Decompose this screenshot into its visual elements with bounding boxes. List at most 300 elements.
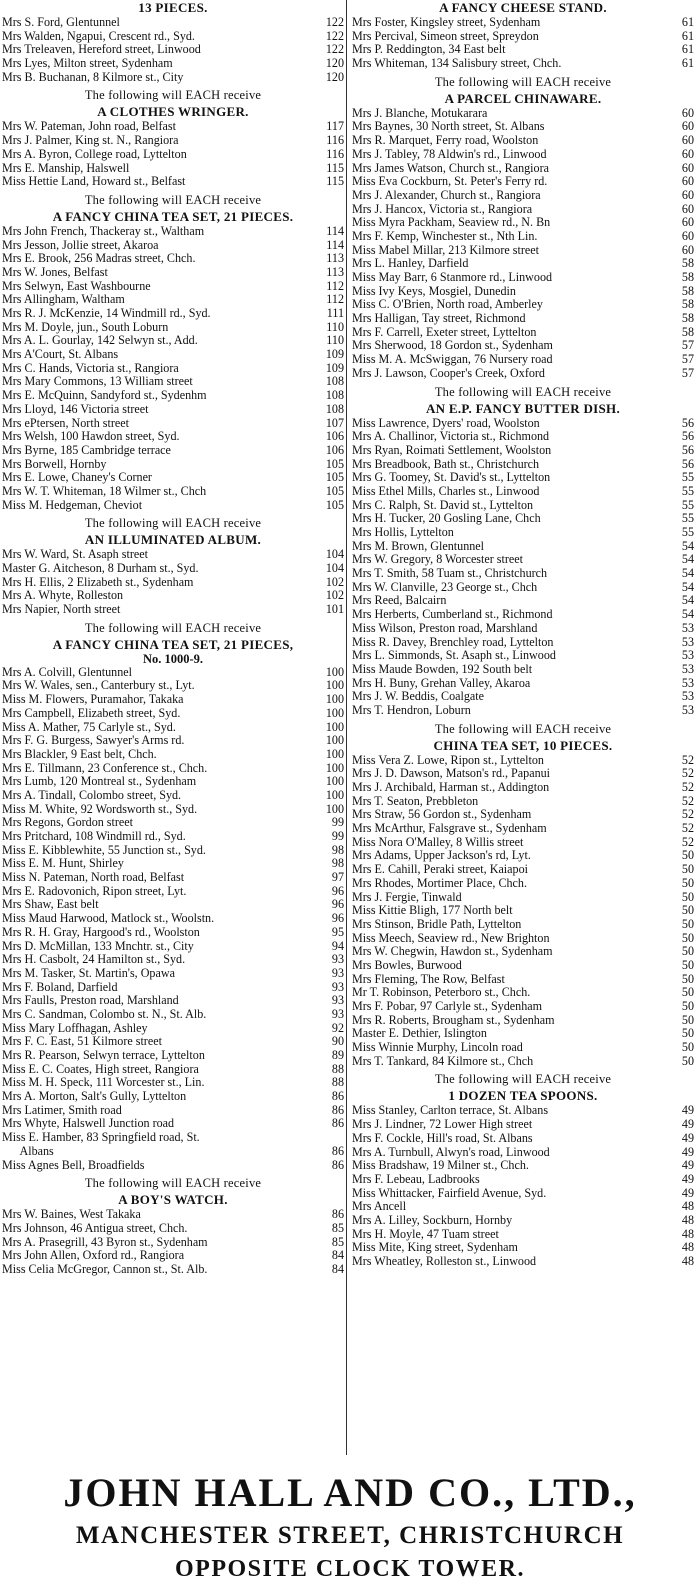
score-value: 96 <box>331 912 344 926</box>
score-value: 54 <box>681 567 694 581</box>
score-value: 50 <box>681 931 694 945</box>
prize-winner-row <box>352 175 694 189</box>
score-value: 58 <box>681 257 694 271</box>
score-value: 116 <box>326 134 344 148</box>
score-value: 90 <box>331 1035 344 1049</box>
left-column <box>2 0 344 1277</box>
prize-winner-row <box>2 707 344 721</box>
winner-name: Mrs R. Roberts, Brougham st., Sydenham <box>352 1013 555 1027</box>
winner-name: Mrs H. Ellis, 2 Elizabeth st., Sydenham <box>2 575 194 589</box>
score-value: 99 <box>331 830 344 843</box>
score-value: 104 <box>325 548 344 562</box>
score-value: 100 <box>325 775 344 789</box>
prize-winner-row <box>352 932 694 946</box>
score-value: 52 <box>681 753 694 767</box>
winner-name: Mrs B. Buchanan, 8 Kilmore st., City <box>2 70 184 84</box>
winner-name: Mrs J. Hancox, Victoria st., Rangiora <box>352 202 533 216</box>
prize-winner-row <box>352 458 694 472</box>
winner-name: Miss Eva Cockburn, St. Peter's Ferry rd. <box>352 175 548 189</box>
prize-heading: A FANCY CHINA TEA SET, 21 PIECES. <box>52 208 294 224</box>
prize-winner-row <box>2 148 344 162</box>
winner-name: Mrs H. Buny, Grehan Valley, Akaroa <box>352 676 531 690</box>
winner-name: Mrs J. Blanche, Motukarara <box>352 106 488 120</box>
prize-heading: 13 PIECES. <box>138 0 208 15</box>
score-value: 60 <box>681 243 694 257</box>
score-value: 49 <box>681 1118 694 1132</box>
score-value: 53 <box>681 649 694 663</box>
winner-name: Mrs W. Ward, St. Asaph street <box>2 548 148 562</box>
score-value: 110 <box>326 334 344 348</box>
winner-name: Mrs W. T. Whiteman, 18 Wilmer st., Chch <box>2 484 207 498</box>
winner-name: Mrs L. Simmonds, St. Asaph st., Linwood <box>352 649 556 663</box>
score-value: 122 <box>325 16 344 29</box>
winner-name: Miss N. Pateman, North road, Belfast <box>2 871 185 885</box>
winner-name: Mrs A. Colvill, Glentunnel <box>2 665 133 679</box>
prize-winner-row <box>352 663 694 677</box>
score-value: 48 <box>681 1200 694 1214</box>
winner-name: Mrs F. C. East, 51 Kilmore street <box>2 1035 162 1049</box>
prize-winner-row <box>352 1214 694 1228</box>
prize-winner-row <box>2 1035 344 1049</box>
prize-winner-row <box>352 1255 694 1269</box>
score-value: 86 <box>331 1208 344 1222</box>
winner-name: Mrs Byrne, 185 Cambridge terrace <box>2 443 171 457</box>
prize-winner-row <box>2 940 344 954</box>
prize-winner-row <box>2 775 344 789</box>
winner-name: Mrs E. Brook, 256 Madras street, Chch. <box>2 252 196 266</box>
winner-name: Mrs J. Lawson, Cooper's Creek, Oxford <box>352 366 545 380</box>
winner-name: Mrs S. Ford, Glentunnel <box>2 16 120 29</box>
score-value: 93 <box>331 994 344 1008</box>
score-value: 93 <box>331 980 344 994</box>
winner-name: Mrs Borwell, Hornby <box>2 457 107 471</box>
winner-name: Mrs James Watson, Church st., Rangiora <box>352 161 549 175</box>
winner-name: Mrs J. Lindner, 72 Lower High street <box>352 1118 533 1132</box>
prize-winner-row <box>352 271 694 285</box>
prize-heading: CHINA TEA SET, 10 PIECES. <box>433 737 613 753</box>
prize-winner-row <box>352 567 694 581</box>
winner-name: Mrs Wheatley, Rolleston st., Linwood <box>352 1255 537 1268</box>
prize-winner-row <box>352 285 694 299</box>
receive-notice: The following will EACH receive <box>434 74 612 89</box>
score-value: 48 <box>681 1227 694 1241</box>
prize-winner-row <box>352 339 694 353</box>
prize-winner-row <box>2 252 344 266</box>
winner-name: Mrs J. Archibald, Harman st., Addington <box>352 781 550 794</box>
score-value: 50 <box>681 1000 694 1013</box>
score-value: 112 <box>326 293 344 307</box>
score-value: 96 <box>331 898 344 912</box>
prize-winner-row <box>2 1117 344 1131</box>
winner-name: Mrs A. Lilley, Sockburn, Hornby <box>352 1213 513 1227</box>
score-value: 93 <box>331 966 344 980</box>
prize-winner-row <box>2 734 344 748</box>
winner-name: Miss M. A. McSwiggan, 76 Nursery road <box>352 353 553 367</box>
score-value: 53 <box>681 690 694 704</box>
winner-name: Mrs Whiteman, 134 Salisbury street, Chch. <box>352 57 562 71</box>
prize-winner-row <box>352 430 694 444</box>
prize-winner-row <box>2 953 344 967</box>
prize-winner-row <box>2 857 344 871</box>
winner-name: Miss Mabel Millar, 213 Kilmore street <box>352 243 539 257</box>
score-value: 50 <box>681 1013 694 1027</box>
prize-winner-row <box>352 1228 694 1242</box>
score-value: 52 <box>681 822 694 836</box>
prize-winner-row <box>2 293 344 307</box>
prize-winner-row <box>2 1049 344 1063</box>
prize-winner-row <box>352 1041 694 1055</box>
prize-winner-row <box>2 844 344 858</box>
winner-name: Mrs Johnson, 46 Antigua street, Chch. <box>2 1221 188 1235</box>
winner-name: Miss Hettie Land, Howard st., Belfast <box>2 175 186 189</box>
prize-winner-row <box>2 375 344 389</box>
score-value: 53 <box>681 662 694 676</box>
score-value: 58 <box>681 271 694 284</box>
score-value: 105 <box>325 484 344 498</box>
winner-name: Mrs Selwyn, East Washbourne <box>2 279 151 293</box>
score-value: 108 <box>325 375 344 389</box>
prize-winner-row <box>2 1249 344 1263</box>
winner-name: Miss Mite, King street, Sydenham <box>352 1241 518 1255</box>
prize-winner-row <box>352 945 694 959</box>
winner-name: Miss E. M. Hunt, Shirley <box>2 857 124 871</box>
score-value: 100 <box>325 720 344 734</box>
winner-name: Mrs E. Radovonich, Ripon street, Lyt. <box>2 884 187 898</box>
winner-name: Mrs F. Carrell, Exeter street, Lyttelton <box>352 325 537 339</box>
winner-name: Mrs Halligan, Tay street, Richmond <box>352 312 526 326</box>
winner-name: Miss May Barr, 6 Stanmore rd., Linwood <box>352 271 553 284</box>
winner-name: Miss Vera Z. Lowe, Ripon st., Lyttelton <box>352 753 544 767</box>
winner-name: Mrs F. Lebeau, Ladbrooks <box>352 1172 480 1186</box>
score-value: 55 <box>681 512 694 526</box>
prize-winner-row <box>2 334 344 348</box>
prize-winner-row <box>352 512 694 526</box>
prize-winner-row <box>352 836 694 850</box>
winner-name: Miss E. Kibblewhite, 55 Junction st., Syd. <box>2 843 206 857</box>
prize-heading: AN ILLUMINATED ALBUM. <box>84 532 262 548</box>
prize-winner-row <box>352 918 694 932</box>
prize-winner-row <box>352 312 694 326</box>
prize-winner-row <box>2 471 344 485</box>
winner-name: Mrs John French, Thackeray st., Waltham <box>2 224 205 238</box>
winner-name: Mrs Lyes, Milton street, Sydenham <box>2 57 173 71</box>
score-value: 50 <box>681 917 694 931</box>
score-value: 120 <box>325 70 344 84</box>
winner-name: Mrs D. McMillan, 133 Mnchtr. st., City <box>2 939 194 953</box>
prize-winner-row <box>2 693 344 707</box>
score-value: 86 <box>331 1103 344 1117</box>
prize-winner-row <box>352 134 694 148</box>
score-value: 117 <box>326 120 344 134</box>
score-value: 50 <box>681 863 694 877</box>
winner-name: Mrs Welsh, 100 Hawdon street, Syd. <box>2 430 180 444</box>
score-value: 107 <box>325 416 344 430</box>
winner-name: Mrs T. Tankard, 84 Kilmore st., Chch <box>352 1054 534 1068</box>
score-value: 60 <box>681 147 694 161</box>
winner-name: Miss Kittie Bligh, 177 North belt <box>352 904 513 918</box>
score-value: 100 <box>325 761 344 775</box>
score-value: 100 <box>325 706 344 720</box>
prize-winner-row <box>2 280 344 294</box>
score-value: 89 <box>331 1049 344 1062</box>
winner-name: Mrs Shaw, East belt <box>2 898 99 912</box>
prize-winner-row <box>352 1187 694 1201</box>
score-value: 108 <box>325 402 344 416</box>
winner-name: Miss Winnie Murphy, Lincoln road <box>352 1041 523 1055</box>
score-value: 52 <box>681 794 694 808</box>
score-value: 98 <box>331 857 344 871</box>
winner-name: Mr T. Robinson, Peterboro st., Chch. <box>352 986 531 1000</box>
prize-winner-row <box>2 348 344 362</box>
receive-notice: The following will EACH receive <box>434 1072 612 1087</box>
prize-winner-row <box>352 257 694 271</box>
score-value: 49 <box>681 1186 694 1200</box>
score-value: 100 <box>325 734 344 748</box>
prize-winner-row <box>352 973 694 987</box>
score-value: 60 <box>681 161 694 175</box>
score-value: 102 <box>325 575 344 589</box>
prize-winner-row <box>352 1000 694 1014</box>
score-value: 48 <box>681 1241 694 1255</box>
prize-winner-row <box>352 581 694 595</box>
winner-name: Miss Wilson, Preston road, Marshland <box>352 621 538 635</box>
winner-name: Mrs Bowles, Burwood <box>352 958 462 972</box>
winner-name: Mrs Walden, Ngapui, Crescent rd., Syd. <box>2 29 195 43</box>
prize-winner-row <box>352 471 694 485</box>
prize-winner-row <box>2 1159 344 1173</box>
prize-winner-row <box>2 762 344 776</box>
receive-notice: The following will EACH receive <box>84 620 262 635</box>
score-value: 115 <box>326 161 344 175</box>
score-value: 93 <box>331 1007 344 1021</box>
score-value: 49 <box>681 1145 694 1159</box>
score-value: 50 <box>681 986 694 1000</box>
score-value: 96 <box>331 884 344 898</box>
prize-winner-row <box>352 877 694 891</box>
prize-winner-row <box>352 203 694 217</box>
winner-name: Mrs W. Jones, Belfast <box>2 265 108 279</box>
score-value: 50 <box>681 945 694 959</box>
winner-name: Mrs ePtersen, North street <box>2 416 129 430</box>
prize-heading: A FANCY CHINA TEA SET, 21 PIECES, <box>52 636 294 652</box>
score-value: 50 <box>681 972 694 986</box>
prize-winner-row <box>2 679 344 693</box>
winner-name: Mrs Herberts, Cumberland st., Richmond <box>352 608 553 622</box>
score-value: 88 <box>331 1076 344 1090</box>
prize-heading: AN E.P. FANCY BUTTER DISH. <box>425 400 621 416</box>
score-value: 60 <box>681 106 694 120</box>
score-value: 56 <box>681 430 694 444</box>
winner-name: Mrs Napier, North street <box>2 603 121 617</box>
winner-name: Mrs A. L. Gourlay, 142 Selwyn st., Add. <box>2 334 198 348</box>
prize-winner-row <box>2 43 344 57</box>
score-value: 49 <box>681 1172 694 1186</box>
winner-name: Mrs Treleaven, Hereford street, Linwood <box>2 43 201 57</box>
prize-winner-row <box>2 266 344 280</box>
prize-winner-row <box>2 444 344 458</box>
prize-winner-row <box>2 803 344 817</box>
winner-name: Mrs A. Tindall, Colombo street, Syd. <box>2 788 182 802</box>
prize-heading: 1 DOZEN TEA SPOONS. <box>448 1088 598 1104</box>
winner-name: Mrs A. Prasegrill, 43 Byron st., Sydenham <box>2 1235 208 1249</box>
score-value: 99 <box>331 816 344 830</box>
score-value: 50 <box>681 890 694 904</box>
prize-winner-row <box>2 362 344 376</box>
winner-name: Mrs A. Morton, Salt's Gully, Lyttelton <box>2 1090 187 1104</box>
prize-winner-row <box>2 162 344 176</box>
score-value: 56 <box>681 416 694 430</box>
score-value: 100 <box>325 693 344 707</box>
prize-winner-row <box>352 367 694 381</box>
score-value: 60 <box>681 188 694 202</box>
score-value: 60 <box>681 134 694 148</box>
prize-winner-row <box>2 389 344 403</box>
winner-name: Mrs Lumb, 120 Montreal st., Sydenham <box>2 775 197 789</box>
winner-name: Mrs Whyte, Halswell Junction road <box>2 1117 175 1131</box>
score-value: 50 <box>681 1041 694 1055</box>
prize-winner-row <box>352 1104 694 1118</box>
winner-name: Mrs L. Hanley, Darfield <box>352 257 469 271</box>
winner-name: Mrs J. Palmer, King st. N., Rangiora <box>2 134 179 148</box>
prize-winner-row <box>2 1008 344 1022</box>
winner-name: Mrs F. Cockle, Hill's road, St. Albans <box>352 1131 533 1145</box>
prize-winner-row <box>352 540 694 554</box>
receive-notice: The following will EACH receive <box>84 1176 262 1191</box>
winner-name: Mrs W. Wales, sen., Canterbury st., Lyt. <box>2 679 195 693</box>
prize-winner-row <box>2 321 344 335</box>
winner-name: Mrs Blackler, 9 East belt, Chch. <box>2 747 157 761</box>
score-value: 102 <box>325 589 344 603</box>
score-value: 85 <box>331 1235 344 1249</box>
winner-name: Miss Maude Bowden, 192 South belt <box>352 662 533 676</box>
winner-name: Mrs P. Reddington, 34 East belt <box>352 43 506 57</box>
score-value: 60 <box>681 175 694 189</box>
advertiser-address: MANCHESTER STREET, CHRISTCHURCH <box>75 1522 625 1549</box>
score-value: 57 <box>681 353 694 367</box>
prize-winner-row <box>352 485 694 499</box>
prize-winner-row <box>352 781 694 795</box>
winner-name: Mrs Stinson, Bridle Path, Lyttelton <box>352 917 522 931</box>
prize-winner-row <box>352 1027 694 1041</box>
prize-winner-row <box>2 789 344 803</box>
score-value: 100 <box>325 788 344 802</box>
prize-winner-row <box>2 748 344 762</box>
winner-name: Mrs Fleming, The Row, Belfast <box>352 972 505 986</box>
prize-winner-row <box>352 1159 694 1173</box>
prize-winner-row <box>2 721 344 735</box>
prize-winner-row <box>2 548 344 562</box>
winner-name: Mrs A. Turnbull, Alwyn's road, Linwood <box>352 1145 550 1159</box>
score-value: 50 <box>681 958 694 972</box>
prize-winner-row <box>352 649 694 663</box>
score-value: 116 <box>326 147 344 161</box>
prize-winner-row <box>2 417 344 431</box>
winner-name: Miss M. H. Speck, 111 Worcester st., Lin. <box>2 1076 205 1090</box>
prize-winner-row <box>352 162 694 176</box>
winner-name: Mrs Baynes, 30 North street, St. Albans <box>352 120 545 134</box>
winner-name: Miss Lawrence, Dyers' road, Woolston <box>352 416 540 430</box>
winner-name: Mrs E. Manship, Halswell <box>2 161 130 175</box>
score-value: 54 <box>681 553 694 567</box>
winner-name: Miss Meech, Seaview rd., New Brighton <box>352 931 550 945</box>
prize-winner-row <box>2 1131 344 1145</box>
receive-notice: The following will EACH receive <box>84 192 262 207</box>
winner-name: Mrs J. Alexander, Church st., Rangiora <box>352 188 541 202</box>
prize-winner-row <box>2 603 344 617</box>
prize-winner-row <box>352 1118 694 1132</box>
prize-winner-row <box>2 120 344 134</box>
prize-winner-row <box>2 830 344 844</box>
prize-winner-row <box>2 175 344 189</box>
score-value: 86 <box>331 1090 344 1104</box>
winner-name: Mrs F. Kemp, Winchester st., Nth Lin. <box>352 229 538 243</box>
prize-winner-row <box>2 239 344 253</box>
score-value: 50 <box>681 904 694 918</box>
winner-name: Mrs G. Toomey, St. David's st., Lyttelton <box>352 471 551 485</box>
winner-name: Mrs F. Pobar, 97 Carlyle st., Sydenham <box>352 1000 543 1013</box>
winner-name: Mrs E. Lowe, Chaney's Corner <box>2 471 152 485</box>
score-value: 114 <box>326 238 344 252</box>
prize-winner-row <box>352 608 694 622</box>
score-value: 55 <box>681 484 694 498</box>
score-value: 122 <box>325 29 344 43</box>
score-value: 100 <box>325 747 344 761</box>
score-value: 56 <box>681 457 694 471</box>
prize-subheading: No. 1000-9. <box>142 651 204 666</box>
winner-name: Mrs A'Court, St. Albans <box>2 348 119 362</box>
prize-winner-row <box>2 1104 344 1118</box>
score-value: 101 <box>325 603 344 617</box>
prize-winner-row <box>2 871 344 885</box>
score-value: 98 <box>331 843 344 857</box>
score-value: 106 <box>325 430 344 444</box>
score-value: 92 <box>331 1021 344 1035</box>
winner-name: Miss Ethel Mills, Charles st., Linwood <box>352 484 540 498</box>
winner-name: Mrs J. Fergie, Tinwald <box>352 890 462 904</box>
score-value: 122 <box>325 43 344 57</box>
prize-winner-row <box>2 1022 344 1036</box>
score-value: 53 <box>681 676 694 690</box>
prize-winner-row <box>352 904 694 918</box>
prize-winner-row <box>352 417 694 431</box>
winner-name: Mrs Foster, Kingsley street, Sydenham <box>352 16 541 29</box>
prize-winner-row <box>2 898 344 912</box>
winner-name: Mrs T. Hendron, Loburn <box>352 703 471 717</box>
score-value: 95 <box>331 925 344 939</box>
winner-name: Mrs R. Pearson, Selwyn terrace, Lyttelton <box>2 1049 205 1062</box>
prize-winner-row <box>2 1222 344 1236</box>
score-value: 61 <box>681 43 694 57</box>
winner-name: Miss M. Hedgeman, Cheviot <box>2 498 143 512</box>
prize-winner-row <box>2 71 344 85</box>
score-value: 60 <box>681 120 694 134</box>
winner-name: Mrs A. Challinor, Victoria st., Richmond <box>352 430 550 444</box>
score-value: 57 <box>681 339 694 353</box>
winner-name: Miss E. C. Coates, High street, Rangiora <box>2 1062 199 1076</box>
prize-winner-row <box>352 822 694 836</box>
prize-winner-row <box>2 16 344 30</box>
prize-winner-row <box>2 576 344 590</box>
prize-winner-row <box>352 107 694 121</box>
score-value: 57 <box>681 366 694 380</box>
score-value: 60 <box>681 202 694 216</box>
winner-name: Mrs McArthur, Falsgrave st., Sydenham <box>352 822 547 836</box>
score-value: 120 <box>325 57 344 71</box>
score-value: 50 <box>681 849 694 863</box>
prize-winner-row <box>2 562 344 576</box>
column-divider <box>346 0 347 1455</box>
score-value: 100 <box>325 802 344 816</box>
